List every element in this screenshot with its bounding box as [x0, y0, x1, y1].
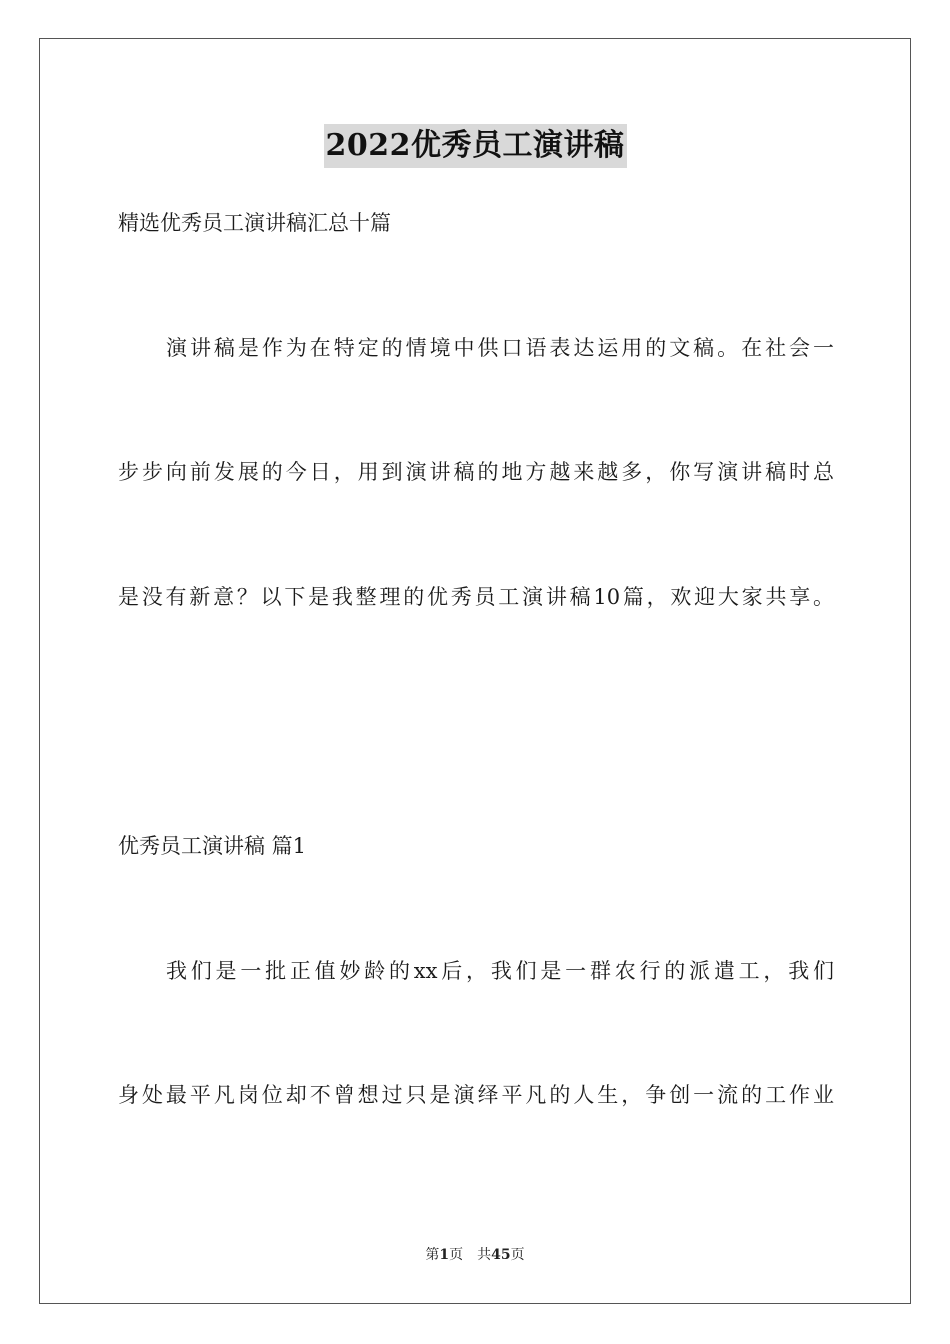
- footer-total-prefix: 共: [477, 1247, 492, 1263]
- document-subtitle: 精选优秀员工演讲稿汇总十篇: [118, 211, 391, 235]
- footer-total-suffix: 页: [510, 1247, 525, 1263]
- page-footer: [0, 1245, 950, 1265]
- footer-page-number: 1: [439, 1247, 450, 1263]
- section-heading: 优秀员工演讲稿 篇1: [118, 834, 307, 858]
- footer-page-prefix: 第: [425, 1247, 440, 1263]
- section-line-2: 身处最平凡岗位却不曾想过只是演绎平凡的人生，争创一流的工作业: [118, 1083, 834, 1107]
- section-line-1: 我们是一批正值妙龄的xx后，我们是一群农行的派遣工，我们: [166, 959, 834, 983]
- footer-total-pages: 45: [491, 1247, 511, 1263]
- intro-line-1: 演讲稿是作为在特定的情境中供口语表达运用的文稿。在社会一: [166, 336, 834, 360]
- intro-line-3: 是没有新意？以下是我整理的优秀员工演讲稿10篇，欢迎大家共享。: [118, 585, 834, 609]
- footer-page-suffix: 页: [449, 1247, 464, 1263]
- intro-line-2: 步步向前发展的今日，用到演讲稿的地方越来越多，你写演讲稿时总: [118, 460, 834, 484]
- document-title: 2022优秀员工演讲稿: [324, 124, 627, 168]
- title-container: [0, 124, 950, 168]
